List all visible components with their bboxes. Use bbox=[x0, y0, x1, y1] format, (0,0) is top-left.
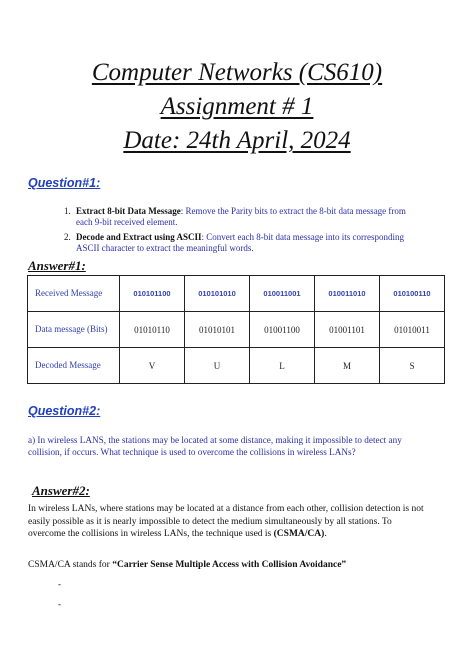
table-cell: U bbox=[185, 348, 250, 384]
table-cell: 010100110 bbox=[380, 276, 445, 312]
assignment-title: Assignment # 1 bbox=[160, 93, 314, 120]
item-number: 2. bbox=[64, 232, 71, 242]
table-cell: 010011001 bbox=[250, 276, 315, 312]
question1-heading: Question#1: bbox=[28, 176, 101, 190]
question1-item bbox=[64, 232, 416, 254]
row-header: Received Message bbox=[28, 276, 120, 312]
row-header: Data message (Bits) bbox=[28, 312, 120, 348]
table-row bbox=[28, 348, 445, 384]
table-row bbox=[28, 276, 445, 312]
question1-item bbox=[64, 206, 416, 228]
course-title: Computer Networks (CS610) bbox=[91, 59, 383, 86]
table-cell: 010101010 bbox=[185, 276, 250, 312]
table-cell: 01001100 bbox=[250, 312, 315, 348]
item-number: 1. bbox=[64, 206, 71, 216]
period: . bbox=[324, 529, 327, 539]
technique-name: (CSMA/CA) bbox=[273, 529, 325, 539]
item-title: Decode and Extract using ASCII bbox=[76, 232, 202, 242]
row-header: Decoded Message bbox=[28, 348, 120, 384]
item-description: : Convert each 8-bit data message into its corresponding ASCII character to extract the meaningful words. bbox=[76, 232, 404, 253]
item-title: Extract 8-bit Data Message bbox=[76, 206, 181, 216]
bullet-mark: - bbox=[58, 599, 61, 609]
table-cell: 01010101 bbox=[185, 312, 250, 348]
table-cell: 01010110 bbox=[120, 312, 185, 348]
bullet-mark: - bbox=[58, 579, 61, 589]
question1-list bbox=[64, 206, 416, 258]
answer1-heading: Answer#1: bbox=[28, 258, 86, 273]
question2-heading: Question#2: bbox=[28, 404, 101, 418]
csma-definition bbox=[28, 559, 448, 571]
table-cell: 01010011 bbox=[380, 312, 445, 348]
table-cell: 010101100 bbox=[120, 276, 185, 312]
table-cell: 01001101 bbox=[315, 312, 380, 348]
table-cell: M bbox=[315, 348, 380, 384]
answer1-table bbox=[27, 275, 445, 384]
item-description: : Remove the Parity bits to extract the 8-bit data message from each 9-bit received element. bbox=[76, 206, 406, 227]
answer2-text: In wireless LANs, where stations may be located at a distance from each other, collision detection is not easily possible as it is nearly impossible to detect the medium simultaneously by all stations. To overcome the collisions in wireless LANs, the technique used is bbox=[28, 504, 424, 539]
table-row bbox=[28, 312, 445, 348]
date-title: Date: 24th April, 2024 bbox=[123, 127, 351, 154]
answer2-body bbox=[28, 503, 428, 541]
csma-prefix: CSMA/CA stands for bbox=[28, 560, 113, 570]
table-cell: 010011010 bbox=[315, 276, 380, 312]
table-cell: L bbox=[250, 348, 315, 384]
answer2-heading: Answer#2: bbox=[32, 483, 90, 498]
csma-full-form: “Carrier Sense Multiple Access with Collision Avoidance” bbox=[112, 560, 347, 570]
table-cell: V bbox=[120, 348, 185, 384]
question2-text: a) In wireless LANS, the stations may be located at some distance, making it impossible to detect any collision, if occurs. What technique is used to overcome the collisions in wireless LANs? bbox=[28, 435, 402, 457]
table-cell: S bbox=[380, 348, 445, 384]
